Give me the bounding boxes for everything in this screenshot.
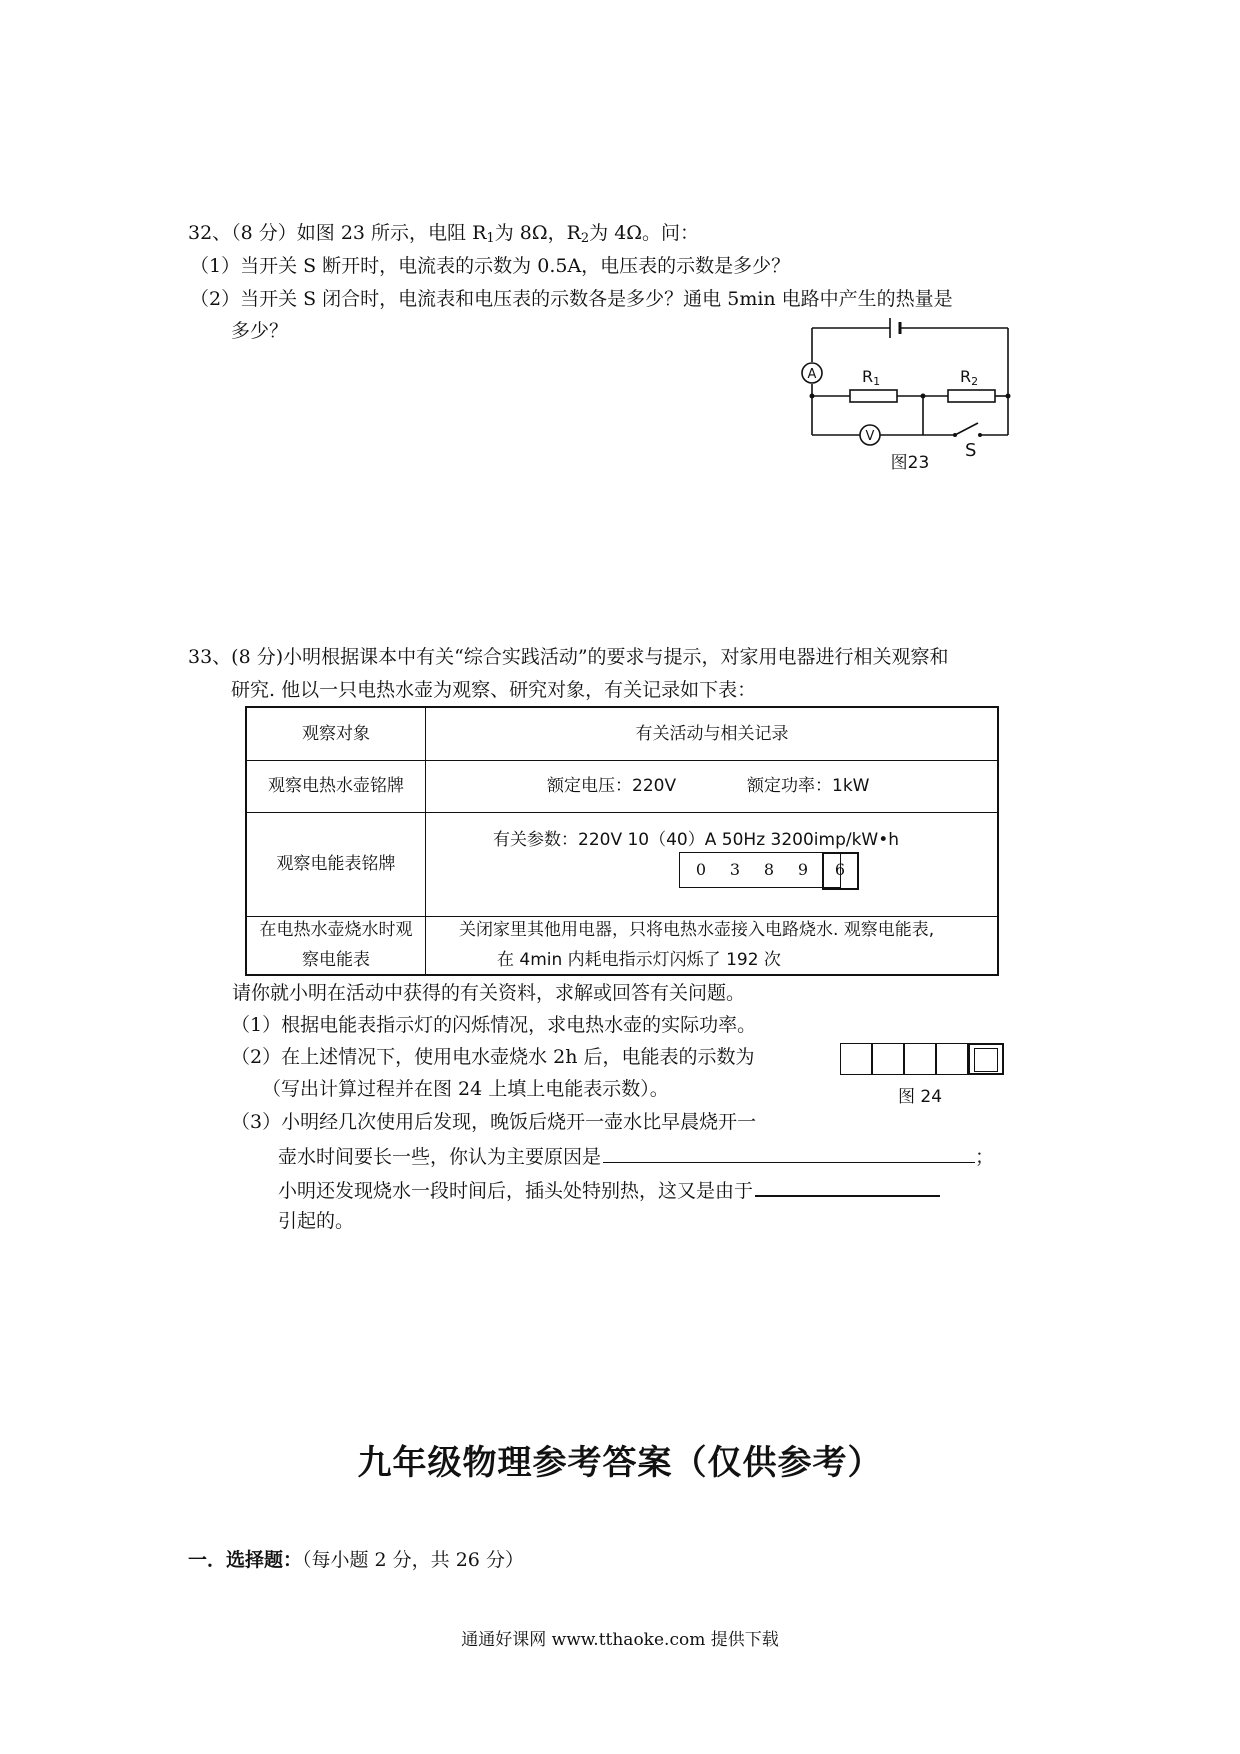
q33-part1: （1）根据电能表指示灯的闪烁情况，求电热水壶的实际功率。 <box>231 1014 757 1036</box>
section1-label: 一．选择题： <box>188 1549 303 1571</box>
q33-heading-cont: 研究. 他以一只电热水壶为观察、研究对象，有关记录如下表： <box>231 679 757 701</box>
figure-23-caption: 图23 <box>890 453 930 473</box>
q32-head-a: 32、（8 分）如图 23 所示，电阻 R <box>188 222 487 244</box>
row-meter-label: 观察电能表铭牌 <box>276 854 396 874</box>
meter-digit: 9 <box>797 860 809 879</box>
q32-head-b: 为 8Ω，R <box>494 222 581 244</box>
meter-digit: 3 <box>729 860 741 879</box>
footer-download-note: 通通好课网 www.tthaoke.com 提供下载 <box>461 1630 779 1650</box>
meter-digit: 8 <box>763 860 775 879</box>
boiling-record-line1: 关闭家里其他用电器，只将电热水壶接入电路烧水. 观察电能表, <box>459 920 935 940</box>
figure-24-meter <box>840 1043 1004 1077</box>
row-boiling-label-line1: 在电热水壶烧水时观 <box>259 920 413 940</box>
q33-part2-cont: （写出计算过程并在图 24 上填上电能表示数）。 <box>262 1078 669 1100</box>
q33-part3-plug-text: 小明还发现烧水一段时间后，插头处特别热，这又是由于 <box>278 1180 754 1202</box>
ammeter-label: A <box>807 367 817 382</box>
answers-section-1 <box>188 1545 524 1575</box>
row-boiling-label-line2: 察电能表 <box>302 950 370 970</box>
q33-part3-text: 壶水时间要长一些，你认为主要原因是 <box>278 1146 602 1168</box>
resistor-r2 <box>948 390 995 402</box>
r2-label: R2 <box>960 367 979 388</box>
q32-heading <box>188 218 699 248</box>
answer-blank-plug[interactable] <box>755 1173 940 1197</box>
boiling-record-line2: 在 4min 内耗电指示灯闪烁了 192 次 <box>497 950 781 970</box>
answers-title: 九年级物理参考答案（仅供参考） <box>357 1443 883 1483</box>
section1-note: （每小题 2 分，共 26 分） <box>302 1549 524 1571</box>
r1-label: R1 <box>862 367 881 388</box>
observation-table <box>245 706 999 976</box>
q33-part3: （3）小明经几次使用后发现，晚饭后烧开一壶水比早晨烧开一 <box>231 1111 757 1133</box>
meter-digit: 6 <box>834 860 846 879</box>
resistor-r1 <box>850 390 897 402</box>
figure-24-caption: 图 24 <box>898 1087 943 1107</box>
q32-r1-sub: 1 <box>486 231 495 246</box>
kettle-rated-power: 额定功率：1kW <box>747 776 870 796</box>
q32-r2-sub: 2 <box>580 231 590 246</box>
answer-blank-reason[interactable] <box>603 1140 975 1163</box>
q33-part2: （2）在上述情况下，使用电水壶烧水 2h 后，电能表的示数为 <box>231 1046 755 1068</box>
voltmeter-label: V <box>865 429 875 444</box>
q32-part2-cont: 多少？ <box>231 320 289 342</box>
q33-part3-line4: 引起的。 <box>278 1210 355 1232</box>
switch-label: S <box>965 440 977 461</box>
table-header-record: 有关活动与相关记录 <box>635 724 789 744</box>
meter-digit: 0 <box>695 860 707 879</box>
row-kettle-label: 观察电热水壶铭牌 <box>268 776 404 796</box>
table-header-object: 观察对象 <box>302 724 370 744</box>
switch-lever <box>955 423 978 435</box>
circuit-figure-23 <box>800 315 1020 475</box>
q33-part3-line3 <box>278 1173 940 1206</box>
q32-head-c: 为 4Ω。问： <box>589 222 700 244</box>
meter-parameters: 有关参数：220V 10（40）A 50Hz 3200imp/kW•h <box>493 830 900 850</box>
q33-part3-end: ； <box>975 1146 995 1168</box>
q33-heading: 33、(8 分)小明根据课本中有关“综合实践活动”的要求与提示，对家用电器进行相关观察和 <box>188 646 949 668</box>
q32-part2: （2）当开关 S 闭合时，电流表和电压表的示数各是多少？通电 5min 电路中产生的热量是 <box>190 288 953 310</box>
q33-part3-line2 <box>278 1140 994 1172</box>
kettle-rated-voltage: 额定电压：220V <box>547 776 677 796</box>
q33-intro: 请你就小明在活动中获得的有关资料，求解或回答有关问题。 <box>232 982 746 1004</box>
q32-part1: （1）当开关 S 断开时，电流表的示数为 0.5A，电压表的示数是多少？ <box>190 255 791 277</box>
